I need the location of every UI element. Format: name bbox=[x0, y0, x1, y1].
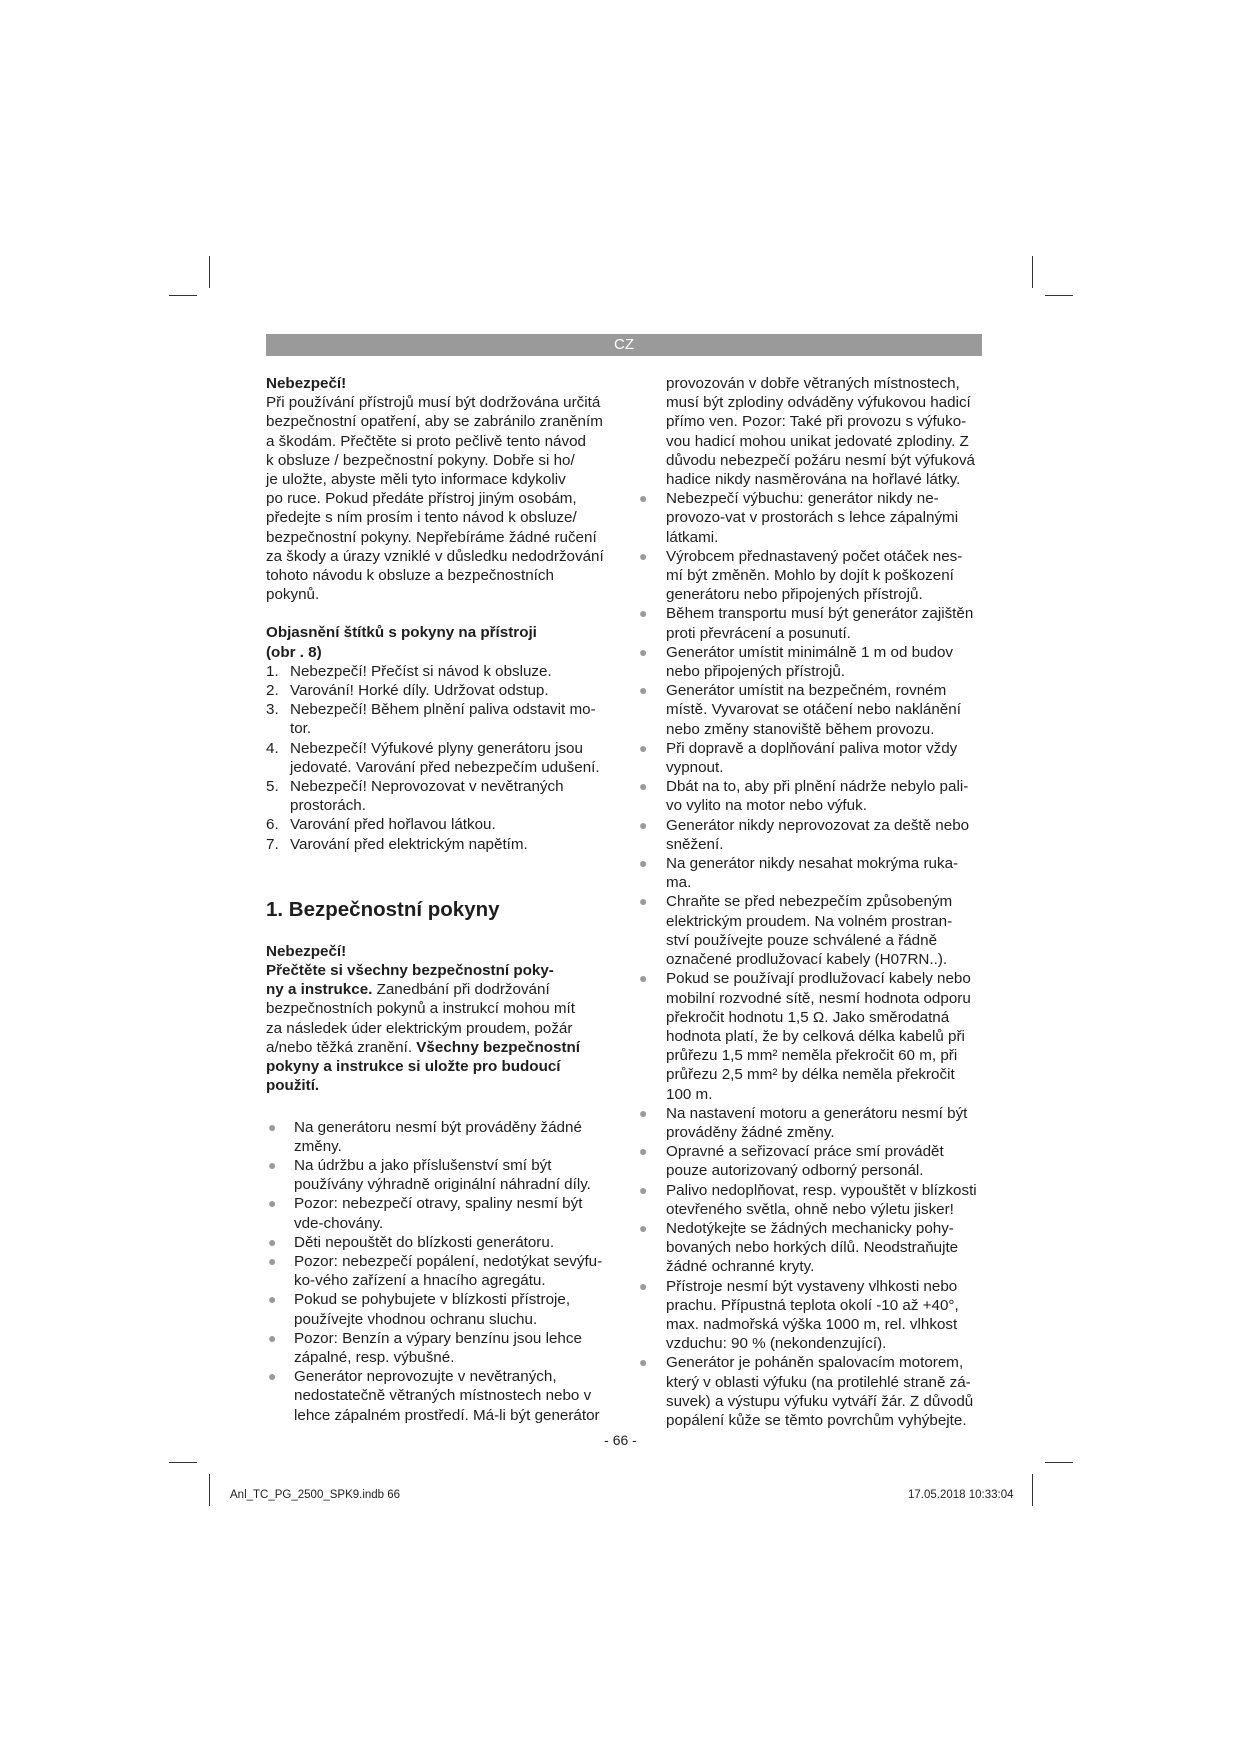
list-item: ● Na nastavení motoru a generátoru nesmí být prováděny žádné změny. bbox=[639, 1104, 968, 1141]
list-item: ● Nebezpečí výbuchu: generátor nikdy ne- provozo-vat v prostorách s lehce zápalnými látkami. bbox=[639, 490, 959, 546]
list-item: ● Na generátoru nesmí být prováděny žádné změny. bbox=[268, 1118, 582, 1155]
list-item: ● Během transportu musí být generátor zajištěn proti převrácení a posunutí. bbox=[639, 605, 974, 642]
list-item: ● Pozor: nebezpečí otravy, spaliny nesmí být vde-chovány. bbox=[268, 1195, 583, 1232]
list-item: 6. Varování před hořlavou látkou. bbox=[266, 816, 496, 834]
list-item: 5. Nebezpečí! Neprovozovat v nevětraných prostorách. bbox=[266, 778, 564, 815]
list-item: ● Chraňte se před nebezpečím způsobeným elektrickým proudem. Na volném prostran- ství používejte pouze schválené a řádně označené prodlužovací kabely (H07RN..). bbox=[639, 893, 953, 969]
list-item: 4. Nebezpečí! Výfukové plyny generátoru jsou jedovaté. Varování před nebezpečím udušení. bbox=[266, 739, 600, 776]
list-item: 2. Varování! Horké díly. Udržovat odstup. bbox=[266, 682, 549, 700]
crop-mark bbox=[1045, 295, 1073, 296]
list-item: ● Děti nepouštět do blízkosti generátoru. bbox=[268, 1233, 555, 1251]
footer-timestamp: 17.05.2018 10:33:04 bbox=[908, 1489, 1014, 1501]
section-title: 1. Bezpečnostní pokyny bbox=[266, 897, 500, 921]
danger2-title: Nebezpečí! bbox=[266, 942, 347, 960]
list-item: ● Dbát na to, aby při plnění nádrže nebylo pali- vo vylito na motor nebo výfuk. bbox=[639, 778, 969, 815]
list-item: ● Generátor neprovozujte v nevětraných, nedostatečně větraných místnostech nebo v lehce zápalném prostředí. Má-li být generátor bbox=[268, 1368, 600, 1424]
safety-bullets-right bbox=[639, 489, 998, 1430]
crop-mark bbox=[209, 256, 210, 288]
list-item: ● Pokud se používají prodlužovací kabely nebo mobilní rozvodné sítě, nesmí hodnota odporu překročit hodnotu 1,5 Ω. Jako směrodatná hodnota platí, že by celková délka kabelů při průřezu 1,5 mm² neměla překročit 60 m, při průřezu 2,5 mm² by délka neměla překročit 100 m. bbox=[639, 970, 971, 1103]
crop-mark bbox=[1045, 1462, 1073, 1463]
list-item: 3. Nebezpečí! Během plnění paliva odstavit mo- tor. bbox=[266, 701, 596, 738]
list-item: ● Při dopravě a doplňování paliva motor vždy vypnout. bbox=[639, 739, 958, 777]
right-column bbox=[639, 374, 998, 1430]
list-item: ● Na údržbu a jako příslušenství smí být používány výhradně originální náhradní díly. bbox=[268, 1156, 591, 1194]
list-item: ● Generátor nikdy neprovozovat za deště nebo sněžení. bbox=[639, 816, 970, 853]
list-item: ● Pozor: nebezpečí popálení, nedotýkat sevýfu- ko-vého zařízení a hnacího agregátu. bbox=[268, 1252, 603, 1290]
list-item: ● Přístroje nesmí být vystaveny vlhkosti nebo prachu. Přípustná teplota okolí -10 až +40°, max. nadmořská výška 1000 m, rel. vlhkost vzduchu: 90 % (nekondenzující). bbox=[639, 1277, 959, 1353]
list-item: ● Pokud se pohybujete v blízkosti přístroje, používejte vhodnou ochranu sluchu. bbox=[268, 1291, 571, 1328]
list-item: ● Na generátor nikdy nesahat mokrýma ruka- ma. bbox=[639, 855, 959, 892]
list-item: ● Výrobcem přednastavený počet otáček nes- mí být změněn. Mohlo by dojít k poškození generátoru nebo připojených přístrojů. bbox=[639, 547, 963, 604]
list-item: ● Opravné a seřizovací práce smí provádět pouze autorizovaný odborný personál. bbox=[639, 1143, 944, 1180]
list-item: 1. Nebezpečí! Přečíst si návod k obsluze. bbox=[266, 662, 552, 680]
list-item: ● Pozor: Benzín a výpary benzínu jsou lehce zápalné, resp. výbušné. bbox=[268, 1329, 582, 1366]
intro-paragraph: Přečtěte si všechny bezpečnostní poky- ny a instrukce. Zanedbání při dodržování bezpečnostních pokynů a instrukcí mohou mít za následek úder elektrickým proudem, požár a/nebo těžká zranění. Všechny bezpečnostní pokyny a instrukce si uložte pro budoucí použití. bbox=[266, 962, 581, 1095]
labels-list bbox=[266, 662, 618, 854]
footer-file-info: Anl_TC_PG_2500_SPK9.indb 66 bbox=[230, 1489, 401, 1501]
page-number: - 66 - bbox=[604, 1432, 637, 1448]
danger-title: Nebezpečí! bbox=[266, 375, 347, 392]
safety-bullets-left bbox=[266, 1118, 618, 1425]
list-item: ● Generátor umístit na bezpečném, rovném místě. Vyvarovat se otáčení nebo naklánění nebo změny stanoviště během provozu. bbox=[639, 682, 961, 738]
list-item: ● Nedotýkejte se žádných mechanicky pohy- bovaných nebo horkých dílů. Neodstraňujte žádné ochranné kryty. bbox=[639, 1219, 959, 1276]
language-code: CZ bbox=[614, 336, 634, 353]
crop-mark bbox=[209, 1474, 210, 1506]
crop-mark bbox=[169, 295, 197, 296]
list-item: ● Generátor je poháněn spalovacím motorem, který v oblasti výfuku (na protilehlé straně zá- suvek) a výstupu výfuku vytváří žár. Z důvodů popálení kůže se těmto povrchům vyhýbejte. bbox=[639, 1354, 974, 1429]
crop-mark bbox=[169, 1462, 197, 1463]
crop-mark bbox=[1032, 1474, 1033, 1506]
list-item: ● Generátor umístit minimálně 1 m od budov nebo připojených přístrojů. bbox=[639, 643, 954, 681]
continuation-text: provozován v dobře větraných místnostech, musí být zplodiny odváděny výfukovou hadicí přímo ven. Pozor: Také při provozu s výfuko- vou hadicí mohou unikat jedovaté zplodiny. Z důvodu nebezpečí požáru nesmí být výfuková hadice nikdy nasměrována na hořlavé látky. bbox=[666, 375, 976, 489]
language-header-bar bbox=[266, 334, 982, 356]
list-item: ● Palivo nedoplňovat, resp. vypouštět v blízkosti otevřeného světla, ohně nebo výletu jisker! bbox=[639, 1181, 977, 1218]
crop-mark bbox=[1032, 256, 1033, 288]
left-column bbox=[266, 374, 618, 1425]
labels-title: Objasnění štítků s pokyny na přístroji (obr . 8) bbox=[266, 624, 537, 661]
danger-text: Při používání přístrojů musí být dodržována určitá bezpečnostní opatření, aby se zabránilo zraněním a škodám. Přečtěte si proto pečlivě tento návod k obsluze / bezpečnostní pokyny. Dobře si ho/ je uložte, abyste měli tyto informace kdykoliv po ruce. Pokud předáte přístroj jiným osobám, předejte s ním prosím i tento návod k obsluze/ bezpečnostní pokyny. Nepřebíráme žádné ručení za škody a úrazy vzniklé v důsledku nedodržování tohoto návodu k obsluze a bezpečnostních pokynů. bbox=[266, 394, 604, 604]
list-item: 7. Varování před elektrickým napětím. bbox=[266, 835, 528, 853]
